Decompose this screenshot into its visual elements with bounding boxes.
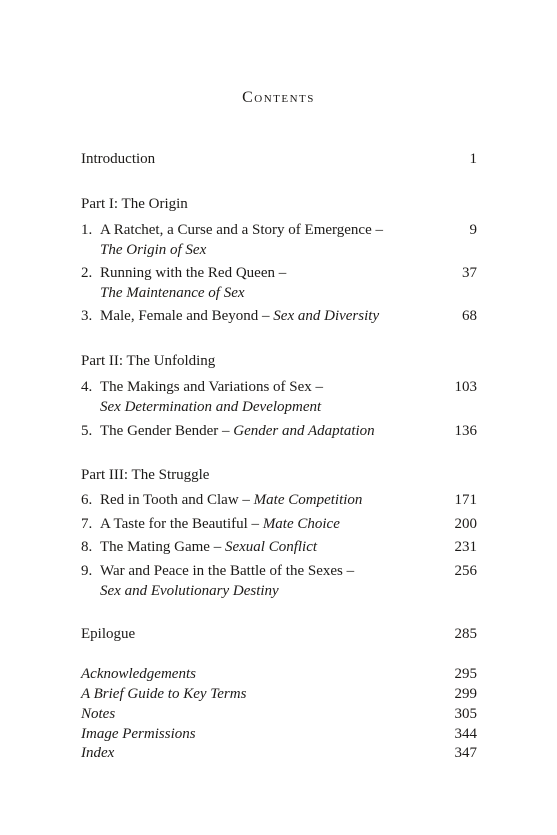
entry-label: Acknowledgements (81, 666, 196, 682)
entry-label: A Brief Guide to Key Terms (81, 686, 247, 702)
chapter-subtitle: Sexual Conflict (224, 539, 318, 555)
chapter-subtitle: The Origin of Sex (100, 242, 207, 258)
chapter-subtitle: Mate Competition (253, 492, 363, 508)
chapter-number: 4. (81, 379, 93, 395)
chapter-number: 2. (81, 265, 93, 281)
toc-entry-chapter-9[interactable] (81, 561, 477, 581)
page-number: 299 (454, 686, 477, 702)
page-number: 37 (462, 265, 477, 281)
chapter-number: 5. (81, 423, 93, 439)
chapter-number: 6. (81, 492, 93, 508)
chapter-subtitle: Sex and Diversity (273, 308, 380, 324)
page-number: 103 (454, 379, 477, 395)
entry-label: Image Permissions (81, 726, 196, 742)
toc-entry-index[interactable] (81, 743, 477, 763)
chapter-subtitle: Sex Determination and Development (100, 399, 322, 415)
toc-entry-notes[interactable] (81, 704, 477, 724)
page-number: 344 (454, 726, 477, 742)
part-heading-2: Part II: The Unfolding (81, 353, 216, 369)
entry-label: Introduction (81, 151, 156, 167)
toc-entry-chapter-3[interactable] (81, 306, 477, 326)
chapter-number: 8. (81, 539, 93, 555)
toc-entry-chapter-1[interactable] (81, 220, 477, 240)
toc-entry-acknowledgements[interactable] (81, 664, 477, 684)
chapter-subtitle: The Maintenance of Sex (100, 285, 245, 301)
chapter-title: War and Peace in the Battle of the Sexes – (100, 563, 355, 579)
page-number: 136 (454, 423, 477, 439)
entry-label: Index (81, 745, 115, 761)
page-number: 347 (454, 745, 477, 761)
toc-entry-introduction[interactable] (81, 149, 477, 169)
chapter-title: A Ratchet, a Curse and a Story of Emergence – (100, 222, 383, 238)
chapter-subtitle: Mate Choice (262, 516, 340, 532)
chapter-title: The Mating Game – (100, 539, 225, 555)
chapter-number: 3. (81, 308, 93, 324)
chapter-title: The Gender Bender – (100, 423, 234, 439)
page-number: 256 (454, 563, 477, 579)
toc-entry-chapter-5[interactable] (81, 421, 477, 441)
page-number: 285 (454, 626, 477, 642)
toc-entry-key-terms-guide[interactable] (81, 684, 477, 704)
page-number: 68 (462, 308, 477, 324)
chapter-title: Red in Tooth and Claw – (100, 492, 254, 508)
page-number: 1 (469, 151, 477, 167)
chapter-subtitle: Gender and Adaptation (233, 423, 375, 439)
toc-entry-image-permissions[interactable] (81, 724, 477, 744)
chapter-title: A Taste for the Beautiful – (100, 516, 263, 532)
page-number: 200 (454, 516, 477, 532)
chapter-title: Running with the Red Queen – (100, 265, 287, 281)
page-number: 295 (454, 666, 477, 682)
part-heading-1: Part I: The Origin (81, 196, 188, 212)
toc-entry-chapter-2[interactable] (81, 263, 477, 283)
page-number: 9 (469, 222, 477, 238)
toc-entry-chapter-8[interactable] (81, 537, 477, 557)
page-title: Contents (242, 89, 315, 106)
page-number: 171 (454, 492, 477, 508)
entry-label: Epilogue (81, 626, 136, 642)
toc-entry-chapter-6[interactable] (81, 490, 477, 510)
toc-entry-epilogue[interactable] (81, 624, 477, 644)
chapter-number: 1. (81, 222, 93, 238)
entry-label: Notes (81, 706, 116, 722)
chapter-title: Male, Female and Beyond – (100, 308, 274, 324)
chapter-number: 9. (81, 563, 93, 579)
chapter-title: The Makings and Variations of Sex – (100, 379, 324, 395)
chapter-subtitle: Sex and Evolutionary Destiny (100, 583, 279, 599)
part-heading-3: Part III: The Struggle (81, 467, 210, 483)
toc-entry-chapter-4[interactable] (81, 377, 477, 397)
page-number: 231 (454, 539, 477, 555)
chapter-number: 7. (81, 516, 93, 532)
page-number: 305 (454, 706, 477, 722)
toc-entry-chapter-7[interactable] (81, 514, 477, 534)
